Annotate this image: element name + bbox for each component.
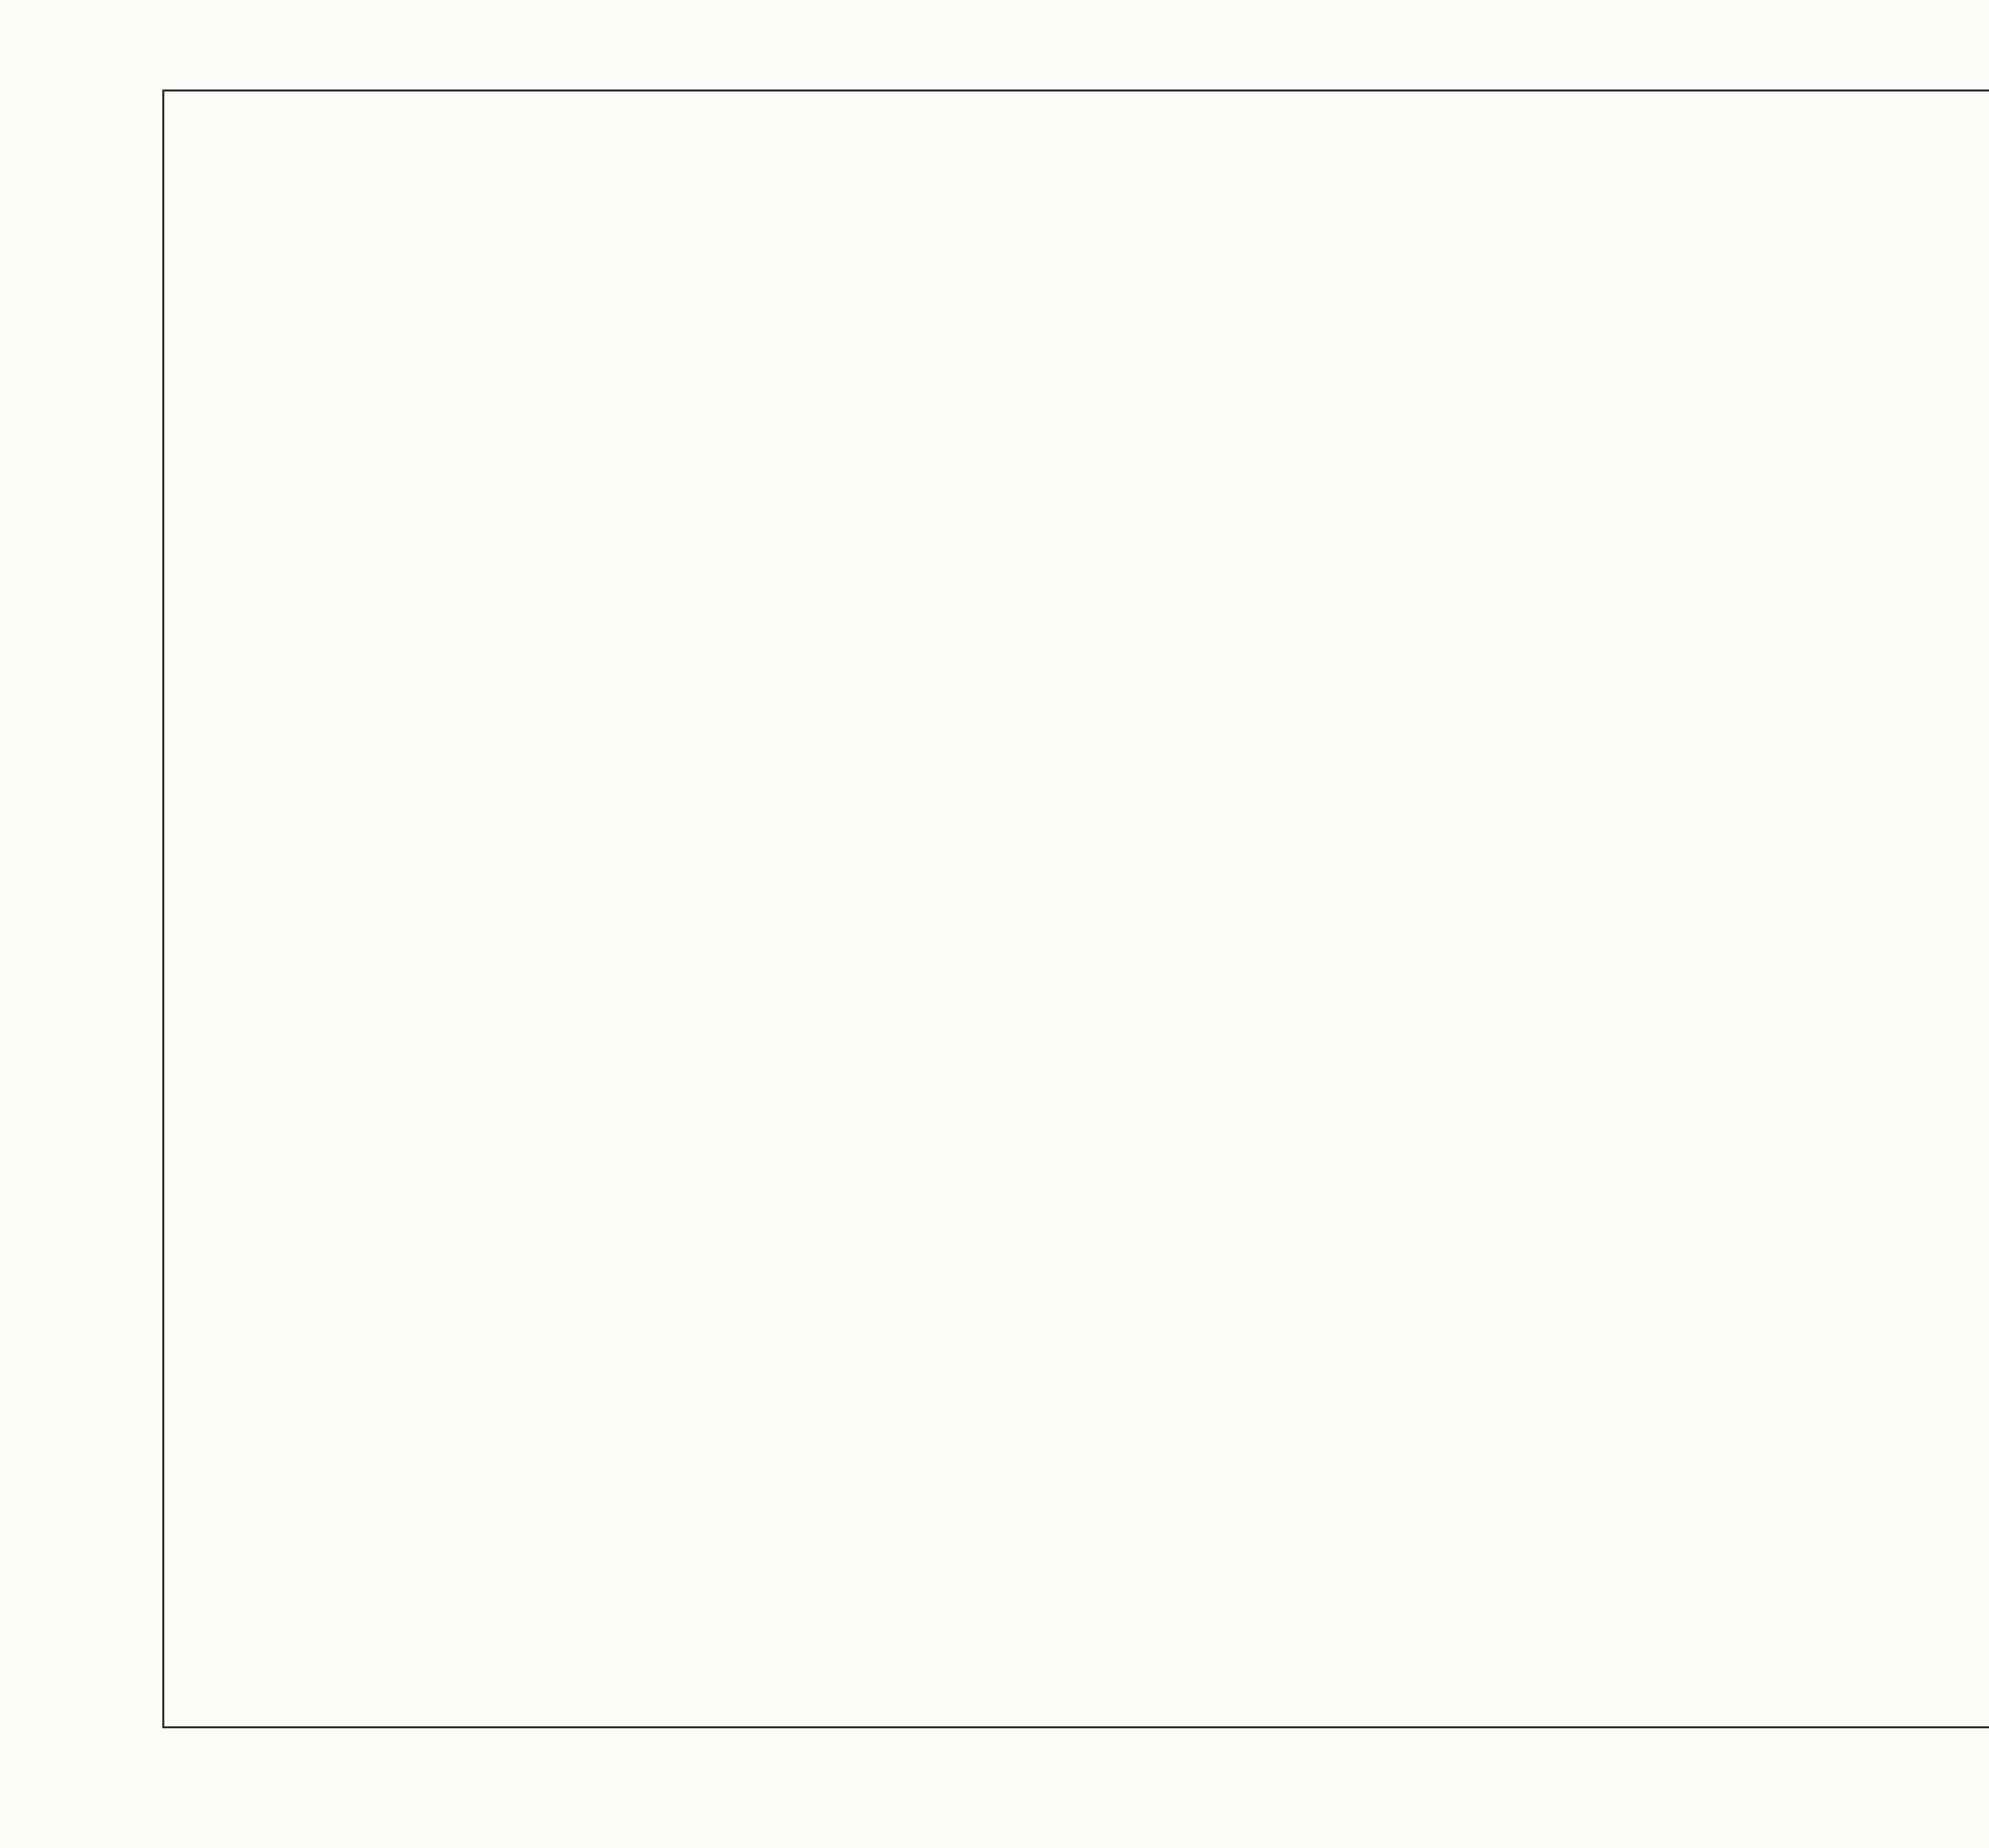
frame-line-left — [162, 89, 164, 1728]
rotated-table — [318, 95, 1989, 1818]
frame-line-top — [162, 89, 1989, 91]
